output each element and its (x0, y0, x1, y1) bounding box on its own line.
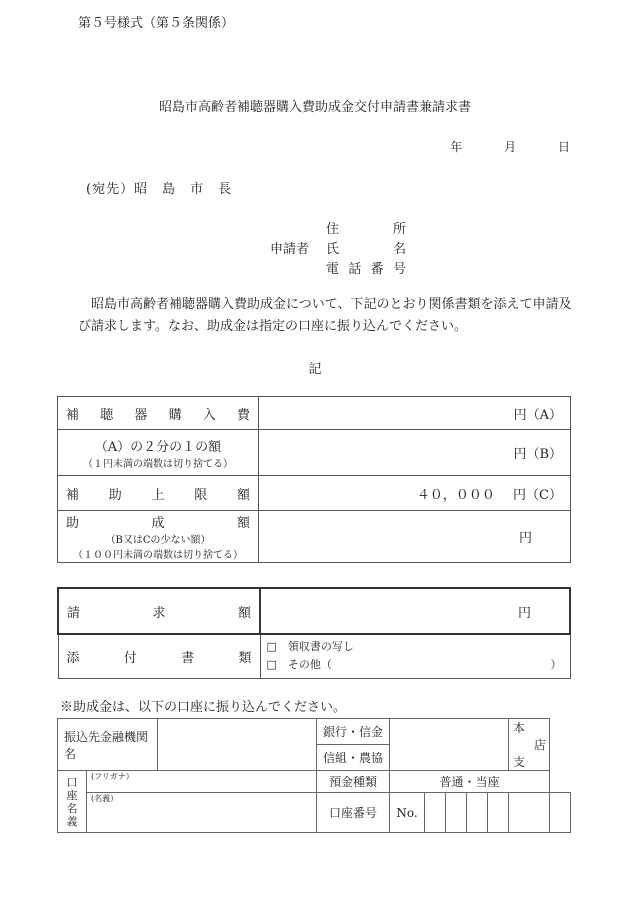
label-char: 書 (181, 650, 195, 666)
purchase-cost-value[interactable] (259, 397, 571, 430)
limit-amount: ４０，０００ (416, 487, 495, 503)
half-value[interactable] (259, 430, 571, 476)
purchase-cost-row (58, 397, 571, 430)
claim-row (58, 588, 570, 634)
attach-receipt-checkbox[interactable]: □ 領収書の写し (266, 640, 354, 654)
attach-row (58, 634, 570, 678)
branch-char-2: 店 (533, 738, 546, 752)
label-char: 聴 (100, 407, 114, 423)
label-char: 入 (202, 407, 216, 423)
label-char: 助 (108, 487, 122, 503)
label-char: 額 (237, 605, 251, 621)
amount-table (57, 396, 571, 563)
label-char: 類 (238, 650, 252, 666)
applicant-phone-field[interactable] (326, 258, 406, 277)
unit-label: 円（C） (513, 487, 562, 503)
institution-label: 振込先金融機関名 (58, 719, 158, 771)
date-month: 月 (504, 140, 517, 154)
furigana-input[interactable] (87, 771, 317, 793)
half-label (58, 430, 259, 476)
bank-row-3 (58, 771, 571, 793)
account-digit-4[interactable] (488, 793, 509, 833)
label-char: 補 (66, 487, 80, 503)
attach-other-checkbox[interactable] (267, 656, 570, 674)
applicant-address-field[interactable] (326, 218, 406, 237)
branch-type (509, 719, 550, 771)
account-holder-text: 口座名義 (66, 775, 78, 828)
date-line[interactable] (412, 138, 570, 155)
furigana-label: (フリガナ） (91, 772, 134, 781)
attach-options (260, 634, 570, 678)
label-char: 額 (236, 516, 250, 531)
date-year: 年 (450, 140, 463, 154)
label-char: 助 (66, 516, 80, 531)
label-char: 補 (66, 407, 80, 423)
label-char: 求 (152, 605, 166, 621)
limit-value (259, 476, 571, 511)
half-row (58, 430, 571, 476)
account-number-label: 口座番号 (317, 793, 390, 833)
addressee: (宛先）昭 島 市 長 (86, 182, 233, 197)
claim-label (58, 588, 260, 634)
branch-input[interactable] (390, 719, 509, 771)
no-label: No. (390, 793, 425, 833)
account-holder-label (58, 771, 87, 833)
address-label-1: 住 (326, 222, 340, 237)
unit-label: 円（A） (513, 407, 562, 423)
request-statement: 昭島市高齢者補聴器購入費助成金について、下記のとおり関係書類を添えて申請及び請求します。なお、助成金は指定の口座に振り込んでください。 (78, 297, 572, 334)
meigi-input[interactable] (87, 793, 317, 833)
purchase-cost-label (58, 397, 259, 430)
half-label-sub: （１円未満の端数は切り捨てる） (83, 458, 233, 470)
deposit-type-value[interactable]: 普通・当座 (390, 771, 550, 793)
subsidy-sub-2: （１００円未満の端数は切り捨てる） (73, 550, 243, 561)
claim-table (57, 587, 571, 679)
applicant-label: 申請者 (270, 242, 310, 257)
subsidy-row (58, 511, 571, 563)
form-number: 第５号様式（第５条関係） (78, 16, 235, 31)
label-char: 額 (236, 487, 250, 503)
phone-label-2: 話 (348, 262, 362, 277)
address-label-2: 所 (392, 222, 406, 237)
name-label-1: 氏 (326, 242, 340, 257)
branch-char-1: 本 (513, 721, 526, 735)
name-label-2: 名 (392, 242, 406, 257)
attach-other-label: □ その他（ (266, 658, 332, 672)
date-day: 日 (557, 140, 570, 154)
subsidy-label (58, 511, 259, 563)
branch-char-3: 支 (513, 755, 526, 769)
phone-label-3: 番 (370, 262, 384, 277)
bank-types-1: 銀行・信金 (317, 719, 390, 745)
institution-input[interactable] (158, 719, 317, 771)
claim-value[interactable] (260, 588, 570, 634)
attach-label (58, 634, 260, 678)
ki-heading: 記 (308, 362, 322, 377)
limit-row (58, 476, 571, 511)
label-char: 費 (236, 407, 250, 423)
phone-label-4: 号 (392, 262, 406, 277)
subsidy-sub-1: （B又はCの少ない額） (105, 535, 211, 546)
bank-row-4 (58, 793, 571, 833)
bank-row-1 (58, 719, 571, 745)
subsidy-value[interactable] (259, 511, 571, 563)
label-char: 請 (67, 605, 81, 621)
label-char: 付 (123, 650, 137, 666)
label-char: 購 (168, 407, 182, 423)
account-digit-1[interactable] (425, 793, 446, 833)
account-digit-6[interactable] (550, 793, 571, 833)
deposit-type-label: 預金種類 (317, 771, 390, 793)
half-label-main: （A）の２分の１の額 (94, 439, 222, 455)
bank-note: ※助成金は、以下の口座に振り込んでください。 (60, 700, 347, 715)
label-char: 器 (134, 407, 148, 423)
account-digit-2[interactable] (446, 793, 467, 833)
bank-types-2: 信組・農協 (317, 745, 390, 771)
bank-table (57, 718, 571, 833)
unit-label: 円 (518, 531, 532, 546)
attach-other-close: ） (550, 658, 562, 672)
document-title: 昭島市高齢者補聴器購入費助成金交付申請書兼請求書 (158, 100, 471, 115)
label-char: 添 (66, 650, 80, 666)
label-char: 上 (151, 487, 165, 503)
meigi-label: (名義） (91, 794, 119, 803)
account-digit-5[interactable] (509, 793, 550, 833)
unit-label: 円 (517, 605, 531, 621)
account-digit-3[interactable] (467, 793, 488, 833)
label-char: 限 (194, 487, 208, 503)
limit-label (58, 476, 259, 511)
applicant-name-field[interactable] (326, 238, 406, 257)
phone-label-1: 電 (326, 262, 340, 277)
label-char: 成 (151, 516, 165, 531)
unit-label: 円（B） (513, 447, 562, 462)
